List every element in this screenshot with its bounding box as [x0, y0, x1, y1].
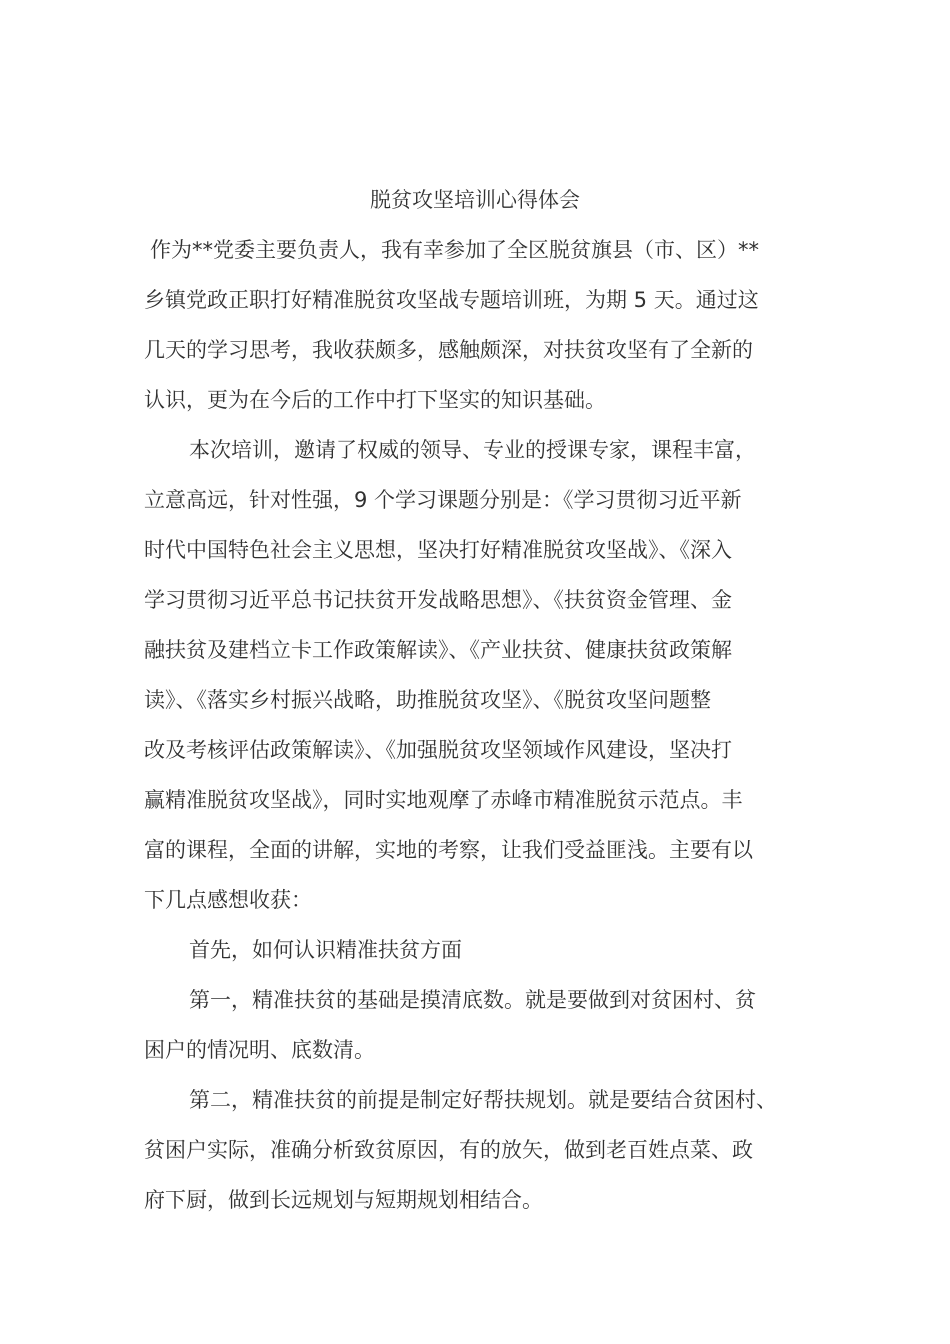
paragraph-line: 学习贯彻习近平总书记扶贫开发战略思想》、《扶贫资金管理、金	[144, 588, 732, 612]
paragraph-line: 府下厨，做到长远规划与短期规划相结合。	[144, 1188, 543, 1212]
paragraph-line: 改及考核评估政策解读》、《加强脱贫攻坚领域作风建设，坚决打	[144, 738, 732, 762]
paragraph-line: 作为**党委主要负责人，我有幸参加了全区脱贫旗县（市、区）**	[150, 238, 759, 262]
paragraph-line: 本次培训，邀请了权威的领导、专业的授课专家，课程丰富，	[189, 438, 756, 462]
paragraph-line: 下几点感想收获：	[144, 888, 312, 912]
paragraph-line: 融扶贫及建档立卡工作政策解读》、《产业扶贫、健康扶贫政策解	[144, 638, 732, 662]
document-title: 脱贫攻坚培训心得体会	[370, 188, 580, 212]
paragraph-line: 几天的学习思考，我收获颇多，感触颇深，对扶贫攻坚有了全新的	[144, 338, 753, 362]
paragraph-line: 第二，精准扶贫的前提是制定好帮扶规划。就是要结合贫困村、	[189, 1088, 777, 1112]
paragraph-line: 困户的情况明、底数清。	[144, 1038, 375, 1062]
section-heading: 首先，如何认识精准扶贫方面	[189, 938, 462, 962]
paragraph-line: 富的课程，全面的讲解，实地的考察，让我们受益匪浅。主要有以	[144, 838, 753, 862]
paragraph-line: 认识，更为在今后的工作中打下坚实的知识基础。	[144, 388, 606, 412]
paragraph-line: 第一，精准扶贫的基础是摸清底数。就是要做到对贫困村、贫	[189, 988, 756, 1012]
paragraph-line: 时代中国特色社会主义思想，坚决打好精准脱贫攻坚战》、《深入	[144, 538, 732, 562]
paragraph-line: 乡镇党政正职打好精准脱贫攻坚战专题培训班，为期 5 天。通过这	[144, 288, 759, 312]
paragraph-line: 立意高远，针对性强，9 个学习课题分别是：《学习贯彻习近平新	[144, 488, 742, 512]
paragraph-line: 读》、《落实乡村振兴战略，助推脱贫攻坚》、《脱贫攻坚问题整	[144, 688, 711, 712]
paragraph-line: 赢精准脱贫攻坚战》，同时实地观摩了赤峰市精准脱贫示范点。丰	[144, 788, 743, 812]
paragraph-line: 贫困户实际，准确分析致贫原因，有的放矢，做到老百姓点菜、政	[144, 1138, 753, 1162]
